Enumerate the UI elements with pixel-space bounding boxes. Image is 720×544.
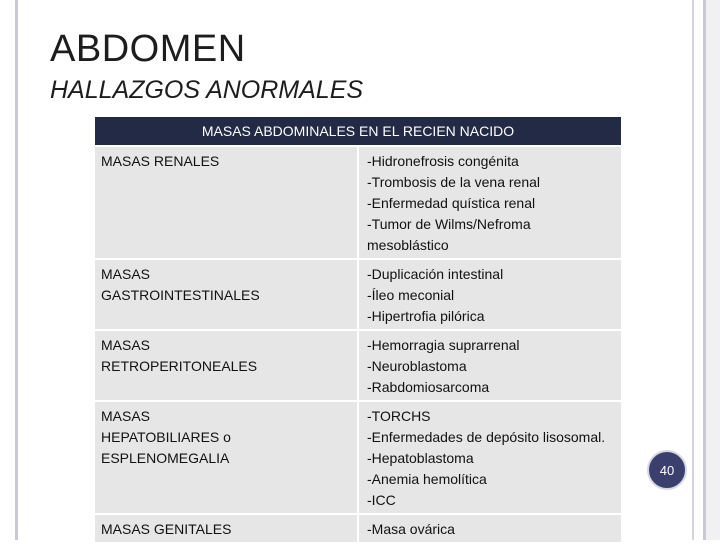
- frame-right-fill: [706, 0, 720, 540]
- category-cell: [95, 146, 358, 259]
- findings-cell: [358, 146, 621, 259]
- table-header-row: [95, 117, 621, 146]
- finding-line: -Enfermedades de depósito lisosomal.: [367, 429, 606, 445]
- masses-table: [95, 117, 621, 544]
- category-line: MASAS GENITALES: [101, 521, 232, 537]
- category-cell: [95, 330, 358, 401]
- finding-line: -Duplicación intestinal: [367, 266, 504, 282]
- category-line: MASAS: [101, 266, 151, 282]
- finding-line: -Anemia hemolítica: [367, 471, 487, 487]
- finding-line: -Rabdomiosarcoma: [367, 379, 490, 395]
- finding-line: -ICC: [367, 492, 396, 508]
- category-line: HEPATOBILIARES o: [101, 429, 231, 445]
- finding-line: -Neuroblastoma: [367, 358, 467, 374]
- finding-line: -Enfermedad quística renal: [367, 195, 536, 211]
- finding-line: -Hepatoblastoma: [367, 450, 474, 466]
- category-cell: [95, 401, 358, 514]
- finding-line: -TORCHS: [367, 408, 431, 424]
- findings-cell: [358, 259, 621, 330]
- findings-cell: [358, 401, 621, 514]
- category-line: MASAS: [101, 337, 151, 353]
- table-row: [95, 146, 621, 259]
- findings-cell: [358, 514, 621, 543]
- table-row: [95, 330, 621, 401]
- frame-left-line: [15, 0, 18, 540]
- finding-line: -Hidronefrosis congénita: [367, 153, 519, 169]
- table-row: [95, 259, 621, 330]
- frame-right-inner-line: [692, 0, 694, 540]
- table-header: MASAS ABDOMINALES EN EL RECIEN NACIDO: [95, 117, 621, 146]
- frame-right-outer-line: [703, 0, 706, 540]
- slide-subtitle: HALLAZGOS ANORMALES: [50, 76, 364, 104]
- table-row: [95, 401, 621, 514]
- category-line: MASAS: [101, 408, 151, 424]
- finding-line: -Trombosis de la vena renal: [367, 174, 541, 190]
- category-line: RETROPERITONEALES: [101, 358, 258, 374]
- slide-title: ABDOMEN: [50, 28, 246, 70]
- table-row: [95, 514, 621, 543]
- finding-line: -Masa ovárica: [367, 521, 455, 537]
- finding-line: -Hemorragia suprarrenal: [367, 337, 520, 353]
- category-line: MASAS RENALES: [101, 153, 220, 169]
- page-number-badge: 40: [647, 450, 687, 490]
- category-cell: [95, 259, 358, 330]
- finding-line: -Íleo meconial: [367, 287, 455, 303]
- category-cell: [95, 514, 358, 543]
- finding-line: -Hipertrofia pilórica: [367, 308, 485, 324]
- category-line: GASTROINTESTINALES: [101, 287, 260, 303]
- finding-line: -Tumor de Wilms/Nefroma mesoblástico: [367, 216, 531, 253]
- category-line: ESPLENOMEGALIA: [101, 450, 230, 466]
- findings-cell: [358, 330, 621, 401]
